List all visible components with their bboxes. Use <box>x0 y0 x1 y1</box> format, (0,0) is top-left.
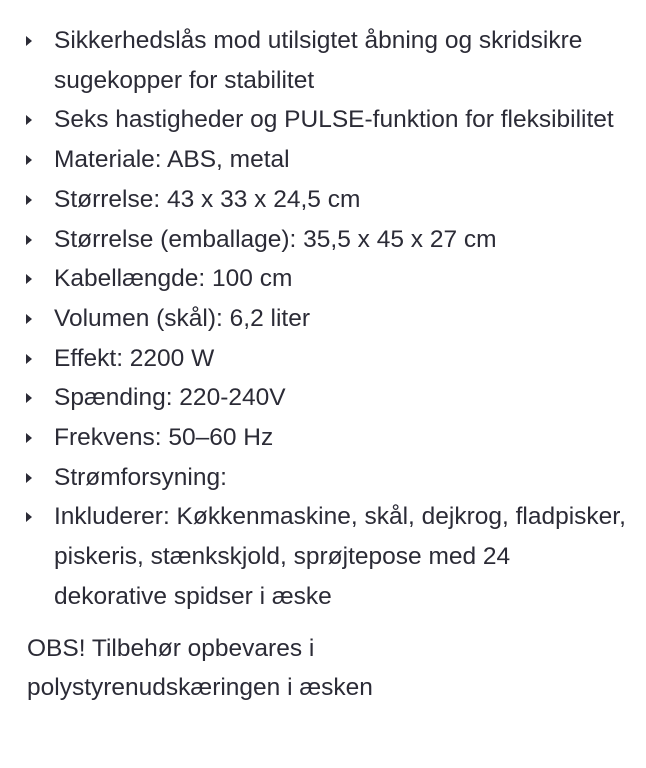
bullet-icon <box>26 274 32 284</box>
list-item <box>54 259 646 299</box>
list-item-text: Kabellængde: 100 cm <box>54 265 293 293</box>
list-item-text: Sikkerhedslås mod utilsigtet åbning og skridsikre sugekopper for stabilitet <box>54 27 583 94</box>
bullet-icon <box>26 235 32 245</box>
list-item <box>54 299 646 339</box>
list-item-text: Materiale: ABS, metal <box>54 146 290 174</box>
list-item <box>54 378 646 418</box>
list-item-text: Frekvens: 50–60 Hz <box>54 424 274 452</box>
bullet-icon <box>26 115 32 125</box>
bullet-icon <box>26 354 32 364</box>
list-item-text: Størrelse: 43 x 33 x 24,5 cm <box>54 185 361 213</box>
list-item <box>54 497 646 616</box>
bullet-icon <box>26 314 32 324</box>
list-item <box>54 339 646 379</box>
bullet-icon <box>26 512 32 522</box>
list-item-text: Størrelse (emballage): 35,5 x 45 x 27 cm <box>54 225 497 253</box>
list-item <box>54 180 646 220</box>
list-item-text: Spænding: 220-240V <box>54 384 286 412</box>
list-item <box>54 21 646 100</box>
list-item <box>54 220 646 260</box>
note-text: OBS! Tilbehør opbevares i polystyrenudskæringen i æsken <box>27 634 373 701</box>
list-item-text: Effekt: 2200 W <box>54 344 215 372</box>
list-item <box>54 100 646 140</box>
list-item <box>54 140 646 180</box>
bullet-icon <box>26 36 32 46</box>
bullet-icon <box>26 155 32 165</box>
list-item-text: Seks hastigheder og PULSE-funktion for fleksibilitet <box>54 106 614 134</box>
list-item-text: Volumen (skål): 6,2 liter <box>54 304 310 332</box>
bullet-icon <box>26 393 32 403</box>
list-item <box>54 458 646 498</box>
bullet-icon <box>26 433 32 443</box>
list-item-text: Strømforsyning: <box>54 463 227 491</box>
list-item <box>54 418 646 458</box>
bullet-icon <box>26 473 32 483</box>
bullet-icon <box>26 195 32 205</box>
list-item-text: Inkluderer: Køkkenmaskine, skål, dejkrog, fladpisker, piskeris, stænkskjold, sprøjtepose med 24 dekorative spidser i æske <box>54 503 626 610</box>
